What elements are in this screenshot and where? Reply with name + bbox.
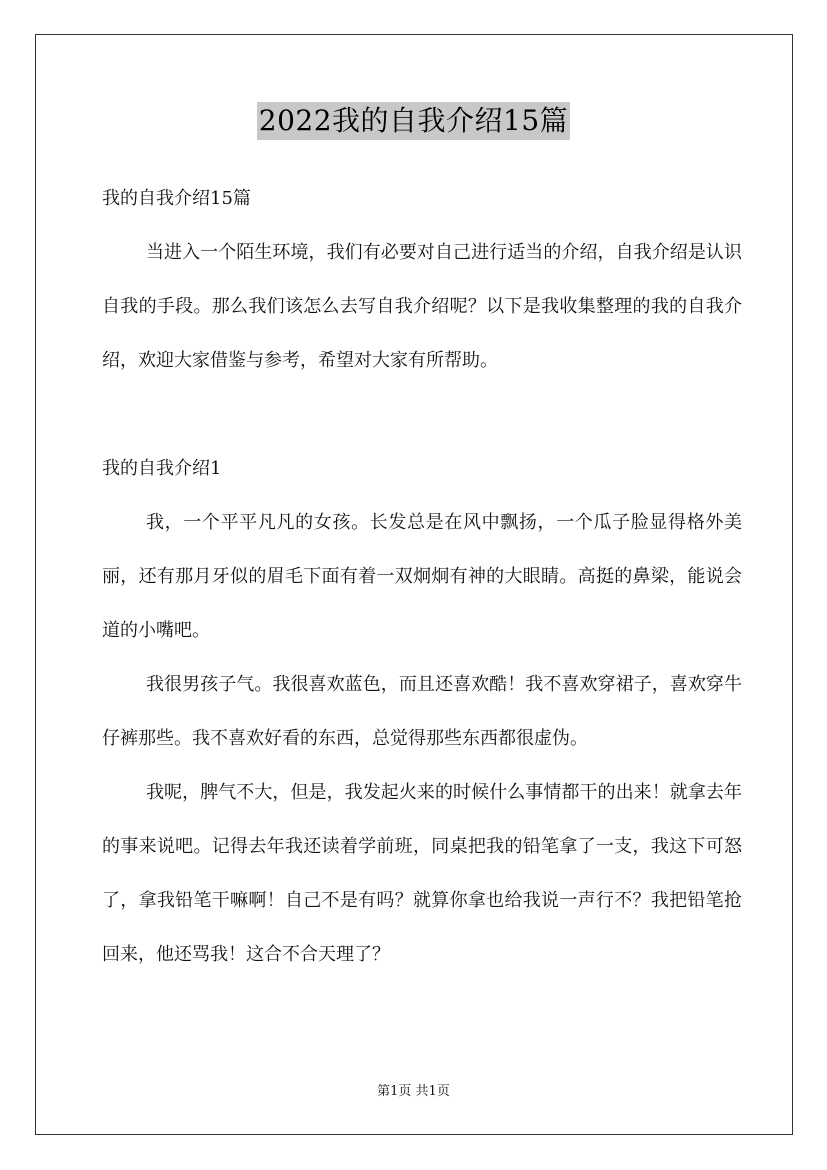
- body-paragraph: 我，一个平平凡凡的女孩。长发总是在风中飘扬，一个瓜子脸显得格外美丽，还有那月牙似的眉毛下面有着一双炯炯有神的大眼睛。高挺的鼻梁，能说会道的小嘴吧。: [102, 512, 742, 641]
- title-container: [0, 102, 827, 140]
- body-paragraph: 我很男孩子气。我很喜欢蓝色，而且还喜欢酷！我不喜欢穿裙子，喜欢穿牛仔裤那些。我不喜欢好看的东西，总觉得那些东西都很虚伪。: [102, 674, 742, 749]
- document-body: [102, 172, 742, 982]
- document-subtitle: 我的自我介绍15篇: [102, 188, 251, 209]
- page-number: 第1页 共1页: [377, 1084, 450, 1099]
- body-paragraph: 我呢，脾气不大，但是，我发起火来的时候什么事情都干的出来！就拿去年的事来说吧。记得去年我还读着学前班，同桌把我的铅笔拿了一支，我这下可怒了，拿我铅笔干嘛啊！自己不是有吗？就算你拿也给我说一声行不？我把铅笔抢回来，他还骂我！这合不合天理了？: [102, 782, 742, 965]
- page-footer: [0, 1083, 827, 1101]
- section-spacer: [102, 388, 742, 442]
- intro-paragraph: 当进入一个陌生环境，我们有必要对自己进行适当的介绍，自我介绍是认识自我的手段。那么我们该怎么去写自我介绍呢？以下是我收集整理的我的自我介绍，欢迎大家借鉴与参考，希望对大家有所帮助。: [102, 242, 742, 371]
- section-heading: 我的自我介绍1: [102, 458, 222, 479]
- document-title: 2022我的自我介绍15篇: [257, 102, 570, 140]
